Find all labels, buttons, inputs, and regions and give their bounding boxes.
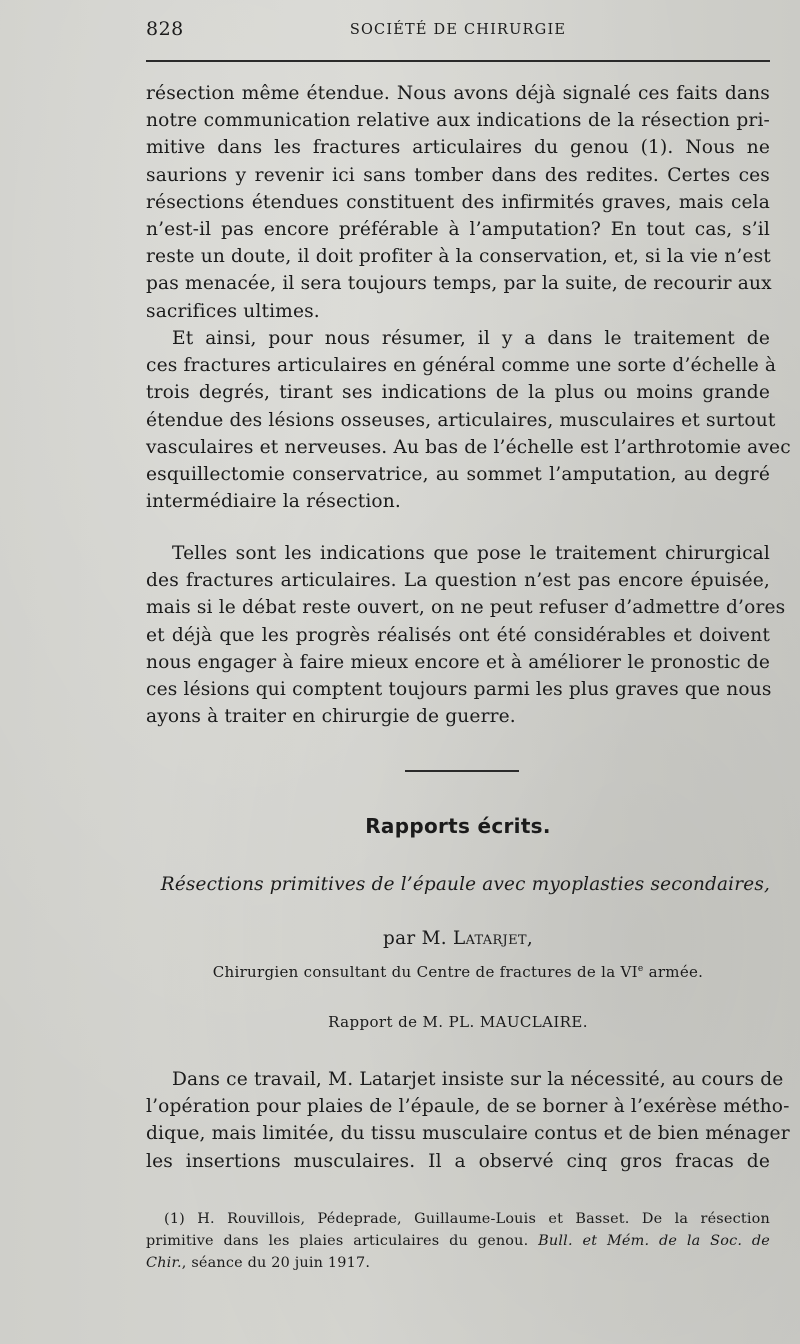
article-title: Résections primitives de l’épaule avec myoplasties secondaires,: [160, 874, 770, 895]
text-line: ces lésions qui comptent toujours parmi les plus graves que nous: [146, 678, 772, 700]
footnote-line: (1) H. Rouvillois, Pédeprade, Guillaume-Louis et Basset. De la résection: [164, 1211, 770, 1227]
section-divider: [405, 770, 519, 772]
footnote-date: , séance du 20 juin 1917.: [181, 1255, 371, 1271]
paragraph-summary: [146, 325, 791, 515]
text-line: n’est-il pas encore préférable à l’amputation? En tout cas, s’il: [146, 218, 770, 240]
text-line: ayons à traiter en chirurgie de guerre.: [146, 706, 516, 728]
section-heading: Rapports écrits.: [365, 814, 551, 838]
affiliation-text-end: armée.: [643, 963, 704, 981]
byline-prefix: par M.: [383, 928, 447, 949]
running-head: SOCIÉTÉ DE CHIRURGIE: [349, 22, 567, 38]
affiliation-superscript: e: [637, 964, 644, 974]
text-line: sacrifices ultimes.: [146, 300, 320, 322]
text-line: l’opération pour plaies de l’épaule, de se borner à l’exérèse métho-: [146, 1096, 790, 1118]
text-line: pas menacée, il sera toujours temps, par la suite, de recourir aux: [146, 273, 772, 295]
header-rule: [146, 60, 770, 62]
text-line: vasculaires et nerveuses. Au bas de l’échelle est l’arthrotomie avec: [146, 436, 791, 458]
text-line: intermédiaire la résection.: [146, 491, 401, 513]
author-affiliation: [146, 963, 770, 981]
footnote-journal-end: Chir.: [146, 1255, 182, 1271]
text-line: trois degrés, tirant ses indications de la plus ou moins grande: [146, 382, 770, 404]
text-line: Et ainsi, pour nous résumer, il y a dans le traitement de: [172, 328, 770, 349]
text-line: nous engager à faire mieux encore et à améliorer le pronostic de: [146, 651, 770, 673]
footnote-line: [146, 1252, 770, 1274]
text-line: notre communication relative aux indications de la résection pri-: [146, 110, 770, 132]
paragraph-report: [146, 1066, 790, 1175]
page-number: 828: [146, 18, 184, 40]
text-line: saurions y revenir ici sans tomber dans des redites. Certes ces: [146, 164, 770, 186]
text-line: étendue des lésions osseuses, articulaires, musculaires et surtout: [146, 409, 776, 431]
text-line: résections étendues constituent des infirmités graves, mais cela: [146, 191, 770, 213]
page-header: [146, 18, 770, 46]
text-line: mitive dans les fractures articulaires du genou (1). Nous ne: [146, 137, 770, 159]
text-line: dique, mais limitée, du tissu musculaire contus et de bien ménager: [146, 1123, 790, 1145]
text-line: résection même étendue. Nous avons déjà signalé ces faits dans: [146, 83, 770, 104]
byline: [146, 928, 770, 949]
text-line: mais si le débat reste ouvert, on ne peut refuser d’admettre d’ores: [146, 597, 786, 619]
text-line: Dans ce travail, M. Latarjet insiste sur la nécessité, au cours de: [172, 1069, 784, 1090]
footnote-line: [146, 1230, 770, 1252]
text-line: et déjà que les progrès réalisés ont été considérables et doivent: [146, 624, 770, 646]
byline-author: Latarjet,: [453, 928, 533, 949]
footnote-journal: Bull. et Mém. de la Soc. de: [538, 1233, 770, 1249]
text-line: esquillectomie conservatrice, au sommet l’amputation, au degré: [146, 463, 770, 485]
text-line: ces fractures articulaires en général comme une sorte d’échelle à: [146, 355, 777, 377]
text-line: des fractures articulaires. La question n’est pas encore épuisée,: [146, 570, 770, 592]
paragraph-continuation: [146, 80, 770, 325]
text-line: reste un doute, il doit profiter à la conservation, et, si la vie n’est: [146, 246, 771, 268]
rapport-line: Rapport de M. PL. MAUCLAIRE.: [328, 1013, 588, 1031]
footnote: [146, 1208, 770, 1274]
affiliation-text: Chirurgien consultant du Centre de fractures de la VI: [212, 963, 638, 981]
text-line: les insertions musculaires. Il a observé cinq gros fracas de: [146, 1150, 770, 1172]
paragraph-conclusion: [146, 540, 786, 730]
footnote-text: primitive dans les plaies articulaires du genou.: [146, 1233, 539, 1249]
text-line: Telles sont les indications que pose le traitement chirurgical: [172, 543, 770, 564]
